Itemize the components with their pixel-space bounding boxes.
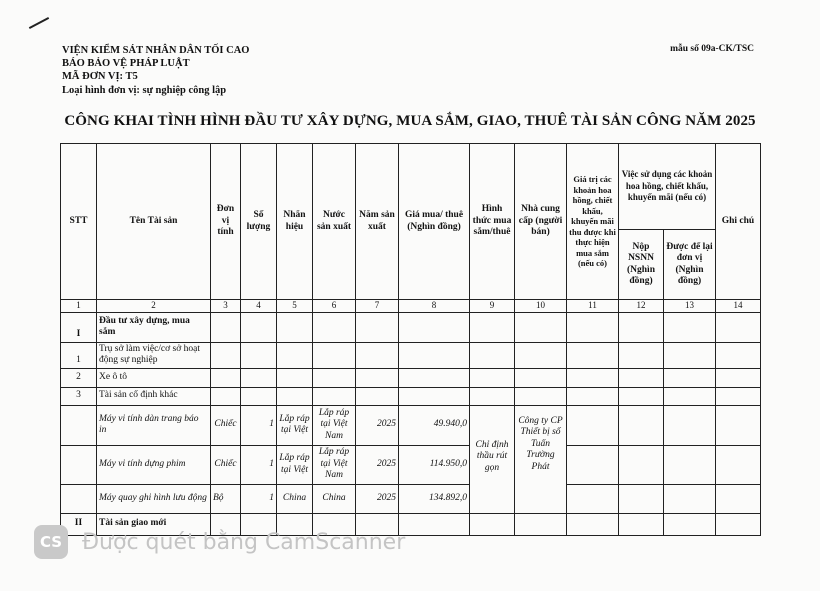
col-number: 2 (97, 300, 211, 313)
item-unit: Chiếc (211, 405, 241, 445)
header-note: Ghi chú (716, 144, 761, 300)
item-qty: 1 (241, 484, 277, 513)
col-number: 4 (241, 300, 277, 313)
col-number: 12 (619, 300, 664, 313)
item-price: 49.940,0 (399, 405, 470, 445)
item-year: 2025 (356, 405, 399, 445)
header-commission-value: Giá trị các khoản hoa hồng, chiết khấu, khuyến mãi thu được khi thực hiện mua sắm (nếu có) (567, 144, 619, 300)
header-stt: STT (61, 144, 97, 300)
form-number: mẫu số 09a-CK/TSC (670, 44, 754, 54)
table-row (61, 484, 761, 513)
item-qty: 1 (241, 405, 277, 445)
col-number: 13 (664, 300, 716, 313)
purchase-method: Chỉ định thầu rút gọn (470, 405, 515, 513)
asset-table (60, 143, 761, 536)
table-row (61, 312, 761, 342)
item-unit: Chiếc (211, 445, 241, 484)
item-brand: Lắp ráp tại Việt (277, 445, 313, 484)
header-supplier: Nhà cung cấp (người bán) (515, 144, 567, 300)
table-row (61, 445, 761, 484)
col-number: 6 (313, 300, 356, 313)
item-unit: Bộ (211, 484, 241, 513)
scanner-watermark: Được quét bằng CamScanner (82, 530, 406, 555)
item-brand: China (277, 484, 313, 513)
table-row (61, 405, 761, 445)
header-unit: Đơn vị tính (211, 144, 241, 300)
row-stt: II (61, 513, 97, 535)
col-number: 11 (567, 300, 619, 313)
row-stt: I (61, 312, 97, 342)
unit-code: MÃ ĐƠN VỊ: T5 (62, 71, 138, 82)
item-country: China (313, 484, 356, 513)
camscanner-logo: CS (34, 525, 68, 559)
col-number: 7 (356, 300, 399, 313)
row-name: Tài sản cố định khác (97, 387, 211, 405)
header-country: Nước sản xuất (313, 144, 356, 300)
col-number: 9 (470, 300, 515, 313)
header-retained: Được để lại đơn vị (Nghìn đồng) (664, 230, 716, 300)
pen-mark (29, 17, 49, 29)
row-stt: 1 (61, 342, 97, 368)
table-row (61, 368, 761, 387)
col-number: 1 (61, 300, 97, 313)
header-qty: Số lượng (241, 144, 277, 300)
item-price: 134.892,0 (399, 484, 470, 513)
table-row (61, 387, 761, 405)
table-row (61, 342, 761, 368)
item-price: 114.950,0 (399, 445, 470, 484)
header-brand: Nhãn hiệu (277, 144, 313, 300)
header-price: Giá mua/ thuê (Nghìn đồng) (399, 144, 470, 300)
row-name: Tài sản giao mới (97, 513, 211, 535)
row-name: Trụ sở làm việc/cơ sở hoạt động sự nghiệp (97, 342, 211, 368)
item-qty: 1 (241, 445, 277, 484)
item-country: Lắp ráp tại Việt Nam (313, 405, 356, 445)
col-number: 3 (211, 300, 241, 313)
header-name: Tên Tài sản (97, 144, 211, 300)
row-name: Xe ô tô (97, 368, 211, 387)
item-country: Lắp ráp tại Việt Nam (313, 445, 356, 484)
item-name: Máy quay ghi hình lưu động (97, 484, 211, 513)
col-number: 10 (515, 300, 567, 313)
unit-name: BÁO BẢO VỆ PHÁP LUẬT (62, 58, 190, 69)
row-name: Đầu tư xây dựng, mua sắm (97, 312, 211, 342)
unit-type: Loại hình đơn vị: sự nghiệp công lập (62, 85, 227, 96)
col-number: 8 (399, 300, 470, 313)
item-name: Máy vi tính dàn trang báo in (97, 405, 211, 445)
item-brand: Lắp ráp tại Việt (277, 405, 313, 445)
item-year: 2025 (356, 445, 399, 484)
header-year: Năm sản xuất (356, 144, 399, 300)
supplier-name: Công ty CP Thiết bị số Tuấn Trường Phát (515, 405, 567, 513)
col-number: 14 (716, 300, 761, 313)
item-year: 2025 (356, 484, 399, 513)
page-title: CÔNG KHAI TÌNH HÌNH ĐẦU TƯ XÂY DỰNG, MUA SẮM, GIAO, THUÊ TÀI SẢN CÔNG NĂM 2025 (64, 113, 756, 129)
header-usage: Việc sử dụng các khoản hoa hồng, chiết khấu, khuyến mãi (nếu có) (619, 144, 716, 230)
row-stt: 3 (61, 387, 97, 405)
row-stt: 2 (61, 368, 97, 387)
header-nsnn: Nộp NSNN (Nghìn đồng) (619, 230, 664, 300)
org-name: VIỆN KIỂM SÁT NHÂN DÂN TỐI CAO (62, 45, 250, 56)
col-number: 5 (277, 300, 313, 313)
item-name: Máy vi tính dựng phim (97, 445, 211, 484)
header-method: Hình thức mua sắm/thuê (470, 144, 515, 300)
